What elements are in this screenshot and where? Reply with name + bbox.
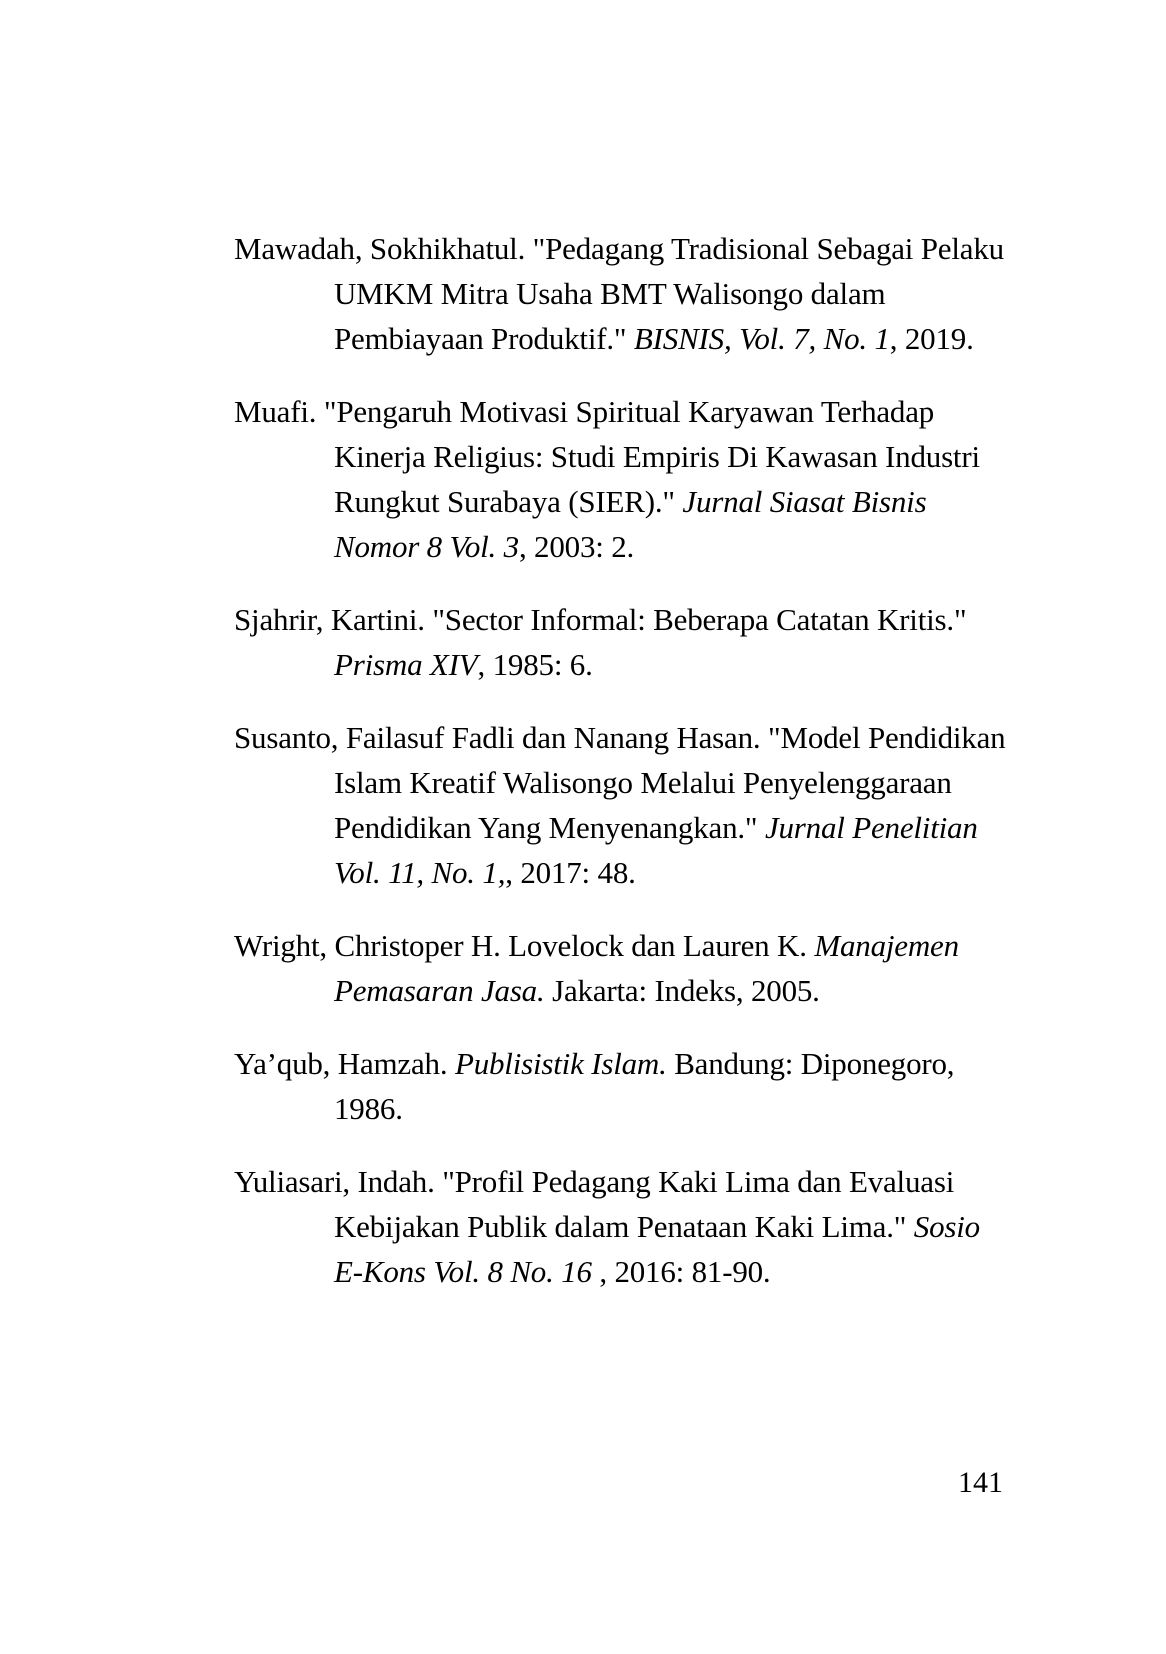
entry-source: Jurnal Penelitian Vol. 11, No. 1, [334,810,978,890]
bibliography-entry [234,715,1014,895]
bibliography-entry [234,1041,1014,1131]
entry-title: "Pengaruh Motivasi Spiritual Karyawan Terhadap Kinerja Religius: Studi Empiris Di Kawasan Industri Rungkut Surabaya (SIER)." [316,394,980,519]
bibliography-entry [234,389,1014,569]
entry-author: Muafi. [234,394,317,429]
entry-source: Jurnal Siasat Bisnis Nomor 8 Vol. 3 [334,484,927,564]
entry-source: Manajemen Pemasaran Jasa. [334,928,959,1008]
entry-author: Yuliasari, Indah. [234,1164,435,1199]
entry-source: BISNIS, Vol. 7, No. 1 [633,321,890,356]
bibliography-entry [234,597,1014,687]
entry-author: Sjahrir, Kartini. [234,602,425,637]
entry-author: Mawadah, Sokhikhatul. [234,231,526,266]
entry-title [447,1046,455,1081]
entry-title: "Sector Informal: Beberapa Catatan Kritis." [424,602,967,637]
entry-tail: Jakarta: Indeks, 2005. [544,973,820,1008]
bibliography-entry [234,226,1014,361]
entry-source: Sosio E-Kons Vol. 8 No. 16 [334,1209,980,1289]
entry-tail: , 2016: 81-90. [591,1254,771,1289]
entry-tail: , 2017: 48. [505,855,636,890]
entry-tail: , 2019. [889,321,974,356]
entry-title: "Profil Pedagang Kaki Lima dan Evaluasi Kebijakan Publik dalam Penataan Kaki Lima." [334,1164,955,1244]
bibliography-entry [234,1159,1014,1294]
entry-tail: Bandung: Diponegoro, 1986. [334,1046,955,1126]
entry-author: Wright, Christoper H. Lovelock dan Lauren K. [234,928,807,963]
entry-author: Ya’qub, Hamzah. [234,1046,448,1081]
entry-tail: , 1985: 6. [477,647,593,682]
entry-tail: , 2003: 2. [518,529,635,564]
page-number: 141 [958,1466,1003,1499]
entry-source: Publisistik Islam. [454,1046,667,1081]
bibliography-list [234,226,1014,1322]
entry-title: "Pedagang Tradisional Sebagai Pelaku UMKM Mitra Usaha BMT Walisongo dalam Pembiayaan Produktif." [334,231,1004,356]
entry-source: Prisma XIV [334,647,478,682]
bibliography-entry [234,923,1014,1013]
entry-title: "Model Pendidikan Islam Kreatif Walisongo Melalui Penyelenggaraan Pendidikan Yang Menyenangkan." [334,720,1006,845]
entry-author: Susanto, Failasuf Fadli dan Nanang Hasan. [234,720,761,755]
